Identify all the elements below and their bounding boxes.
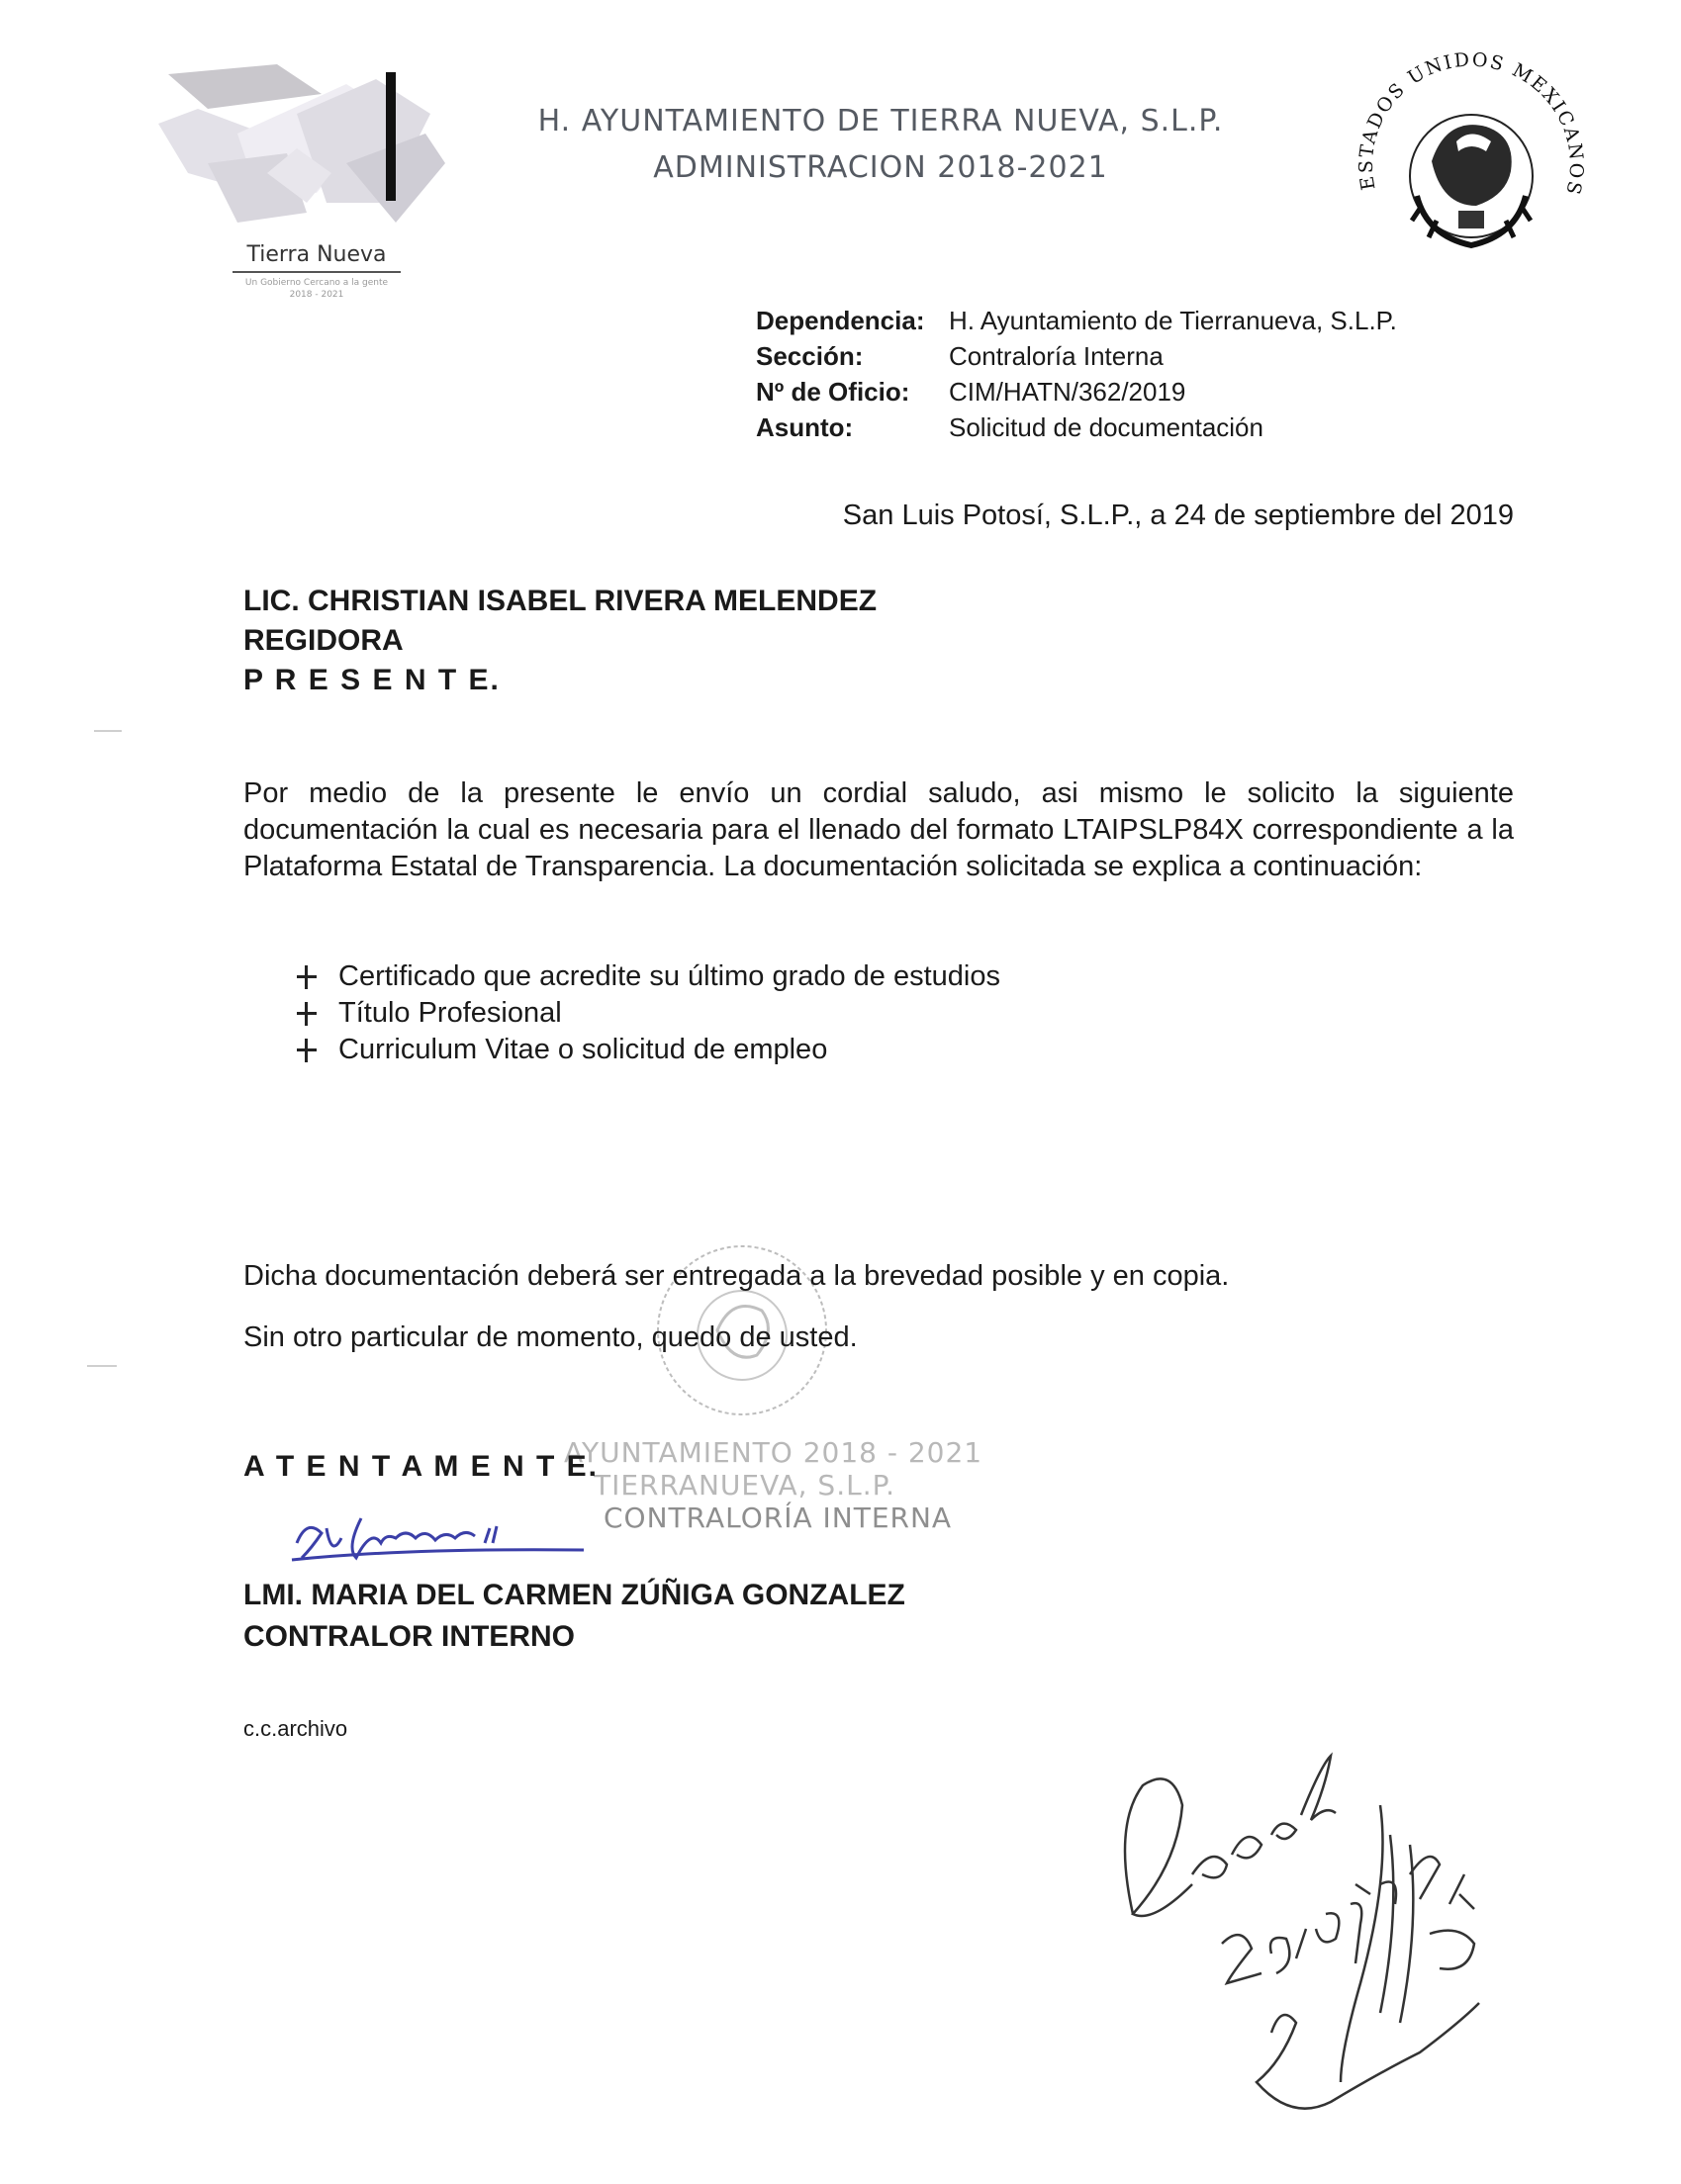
recipient-presente: P R E S E N T E. <box>243 664 501 696</box>
meta-row-asunto <box>756 410 1448 445</box>
list-item-text: Certificado que acredite su último grado de estudios <box>338 960 1000 992</box>
stamp-line-3: CONTRALORÍA INTERNA <box>604 1502 953 1534</box>
logo-underline <box>233 271 401 273</box>
meta-row-oficio <box>756 374 1448 410</box>
margin-mark <box>87 1365 117 1367</box>
dagger-bullet-icon <box>293 963 321 991</box>
meta-row-seccion <box>756 338 1448 374</box>
handwritten-signature-icon <box>287 1489 613 1568</box>
signer-block <box>243 1575 905 1658</box>
dependencia-label: Dependencia: <box>756 305 925 335</box>
closing-line-2: Sin otro particular de momento, quedo de usted. <box>243 1321 858 1353</box>
seal-text: ESTADOS UNIDOS MEXICANOS <box>1354 48 1588 199</box>
margin-mark <box>94 730 122 732</box>
asunto-value: Solicitud de documentación <box>949 411 1263 442</box>
dagger-bullet-icon <box>293 1037 321 1064</box>
municipal-logo <box>148 54 445 302</box>
dependencia-value: H. Ayuntamiento de Tierranueva, S.L.P. <box>949 305 1397 335</box>
stamp-line-2: TIERRANUEVA, S.L.P. <box>594 1469 896 1502</box>
header-line-1: H. AYUNTAMIENTO DE TIERRA NUEVA, S.L.P. <box>537 104 1224 138</box>
cc-archivo: c.c.archivo <box>243 1716 348 1741</box>
dagger-bullet-icon <box>293 1000 321 1028</box>
recipient-block <box>243 582 877 700</box>
oficio-value: CIM/HATN/362/2019 <box>949 376 1186 407</box>
oficio-label: Nº de Oficio: <box>756 376 910 407</box>
logo-tagline <box>208 277 425 301</box>
signer-title: CONTRALOR INTERNO <box>243 1620 575 1653</box>
header-line-2: ADMINISTRACION 2018-2021 <box>653 150 1108 185</box>
document-list <box>293 958 1000 1068</box>
list-item-text: Curriculum Vitae o solicitud de empleo <box>338 1034 828 1065</box>
logo-years: 2018 - 2021 <box>289 290 344 300</box>
handshake-icon <box>148 54 445 242</box>
signature-scribble <box>287 1489 613 1568</box>
list-item-text: Título Profesional <box>338 997 562 1029</box>
logo-tagline-text: Un Gobierno Cercano a la gente <box>244 278 389 288</box>
list-item <box>293 1032 1000 1068</box>
signer-name: LMI. MARIA DEL CARMEN ZÚÑIGA GONZALEZ <box>243 1579 905 1611</box>
body-paragraph: Por medio de la presente le envío un cordial saludo, asi mismo le solicito la siguiente documentación la cual es necesaria para el llenado del formato LTAIPSLP84X correspondiente a la Plataforma Estatal de Transparencia. La documentación solicitada se explica a continuación: <box>243 777 1514 882</box>
atentamente: A T E N T A M E N T E. <box>243 1450 599 1483</box>
stamp-line-1: AYUNTAMIENTO 2018 - 2021 <box>564 1436 983 1469</box>
date-line: San Luis Potosí, S.L.P., a 24 de septiembre del 2019 <box>842 500 1514 531</box>
closing-line-1: Dicha documentación deberá ser entregada a la brevedad posible y en copia. <box>243 1260 1230 1292</box>
logo-name: Tierra Nueva <box>246 242 387 267</box>
eagle-seal-icon <box>1348 47 1595 295</box>
asunto-label: Asunto: <box>756 411 854 442</box>
list-item <box>293 958 1000 995</box>
list-item <box>293 995 1000 1032</box>
seccion-label: Sección: <box>756 340 864 371</box>
recipient-name: LIC. CHRISTIAN ISABEL RIVERA MELENDEZ <box>243 585 878 617</box>
office-meta <box>756 303 1448 445</box>
national-seal <box>1348 47 1595 295</box>
meta-row-dependencia <box>756 303 1448 338</box>
received-handwriting <box>1083 1726 1519 2161</box>
seccion-value: Contraloría Interna <box>949 340 1164 371</box>
handwritten-received-note-icon <box>1083 1726 1519 2161</box>
recipient-title: REGIDORA <box>243 624 404 657</box>
